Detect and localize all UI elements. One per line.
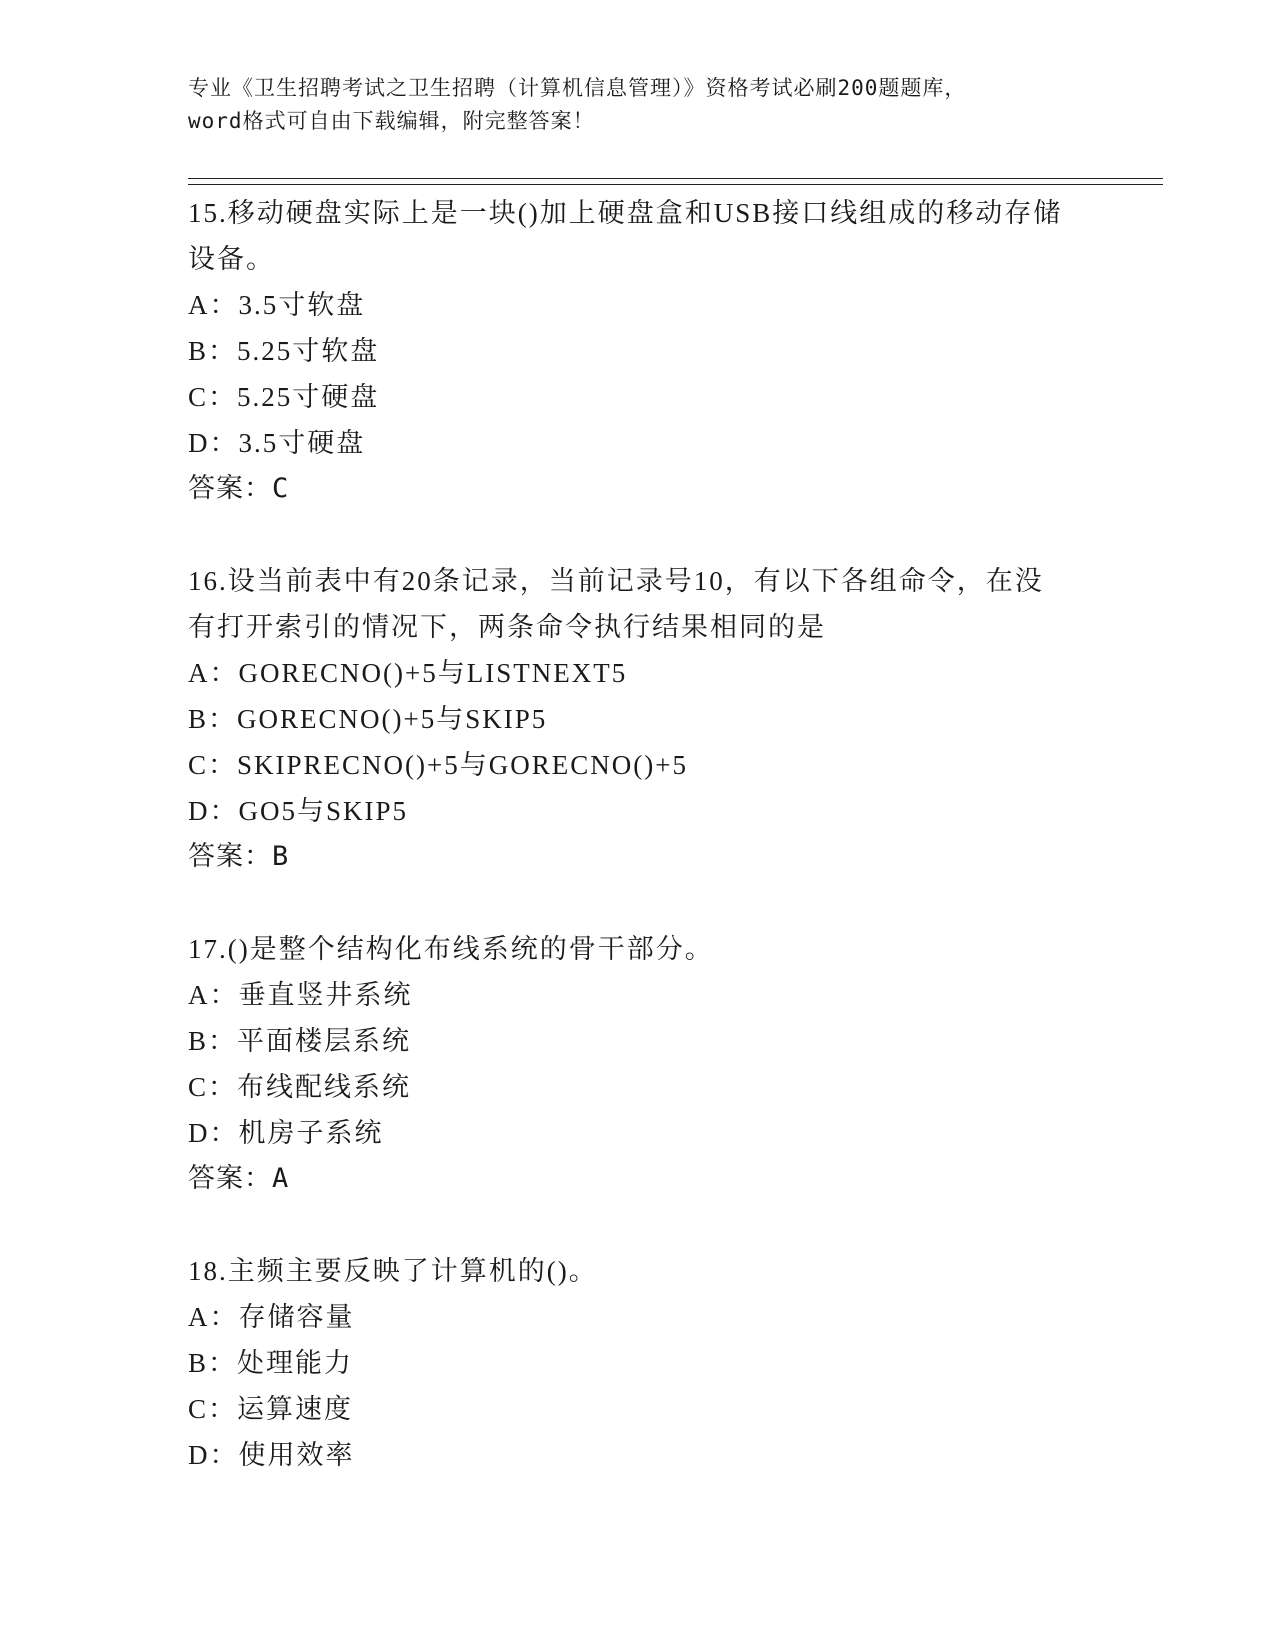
option-key: C： — [188, 1072, 238, 1102]
option-text: 5.25寸硬盘 — [237, 382, 380, 412]
option-key: D： — [188, 1118, 239, 1148]
spacer — [188, 880, 1088, 926]
option-text: 3.5寸软盘 — [238, 290, 366, 320]
option-text: 机房子系统 — [238, 1118, 384, 1148]
option-text: GORECNO()+5与SKIP5 — [237, 704, 548, 734]
option-key: C： — [188, 750, 238, 780]
question-text-continued: 设备。 — [188, 244, 275, 274]
header-line-1: 专业《卫生招聘考试之卫生招聘（计算机信息管理）》资格考试必刷200题题库， — [188, 76, 967, 100]
option-a — [188, 282, 1088, 328]
option-b — [188, 1018, 1088, 1064]
option-text: 使用效率 — [238, 1440, 355, 1470]
question-18 — [188, 1248, 1088, 1478]
option-key: B： — [188, 1026, 238, 1056]
option-key: D： — [188, 428, 239, 458]
option-key: A： — [188, 290, 239, 320]
answer: 答案：B — [188, 841, 290, 872]
option-text: SKIPRECNO()+5与GORECNO()+5 — [237, 750, 688, 780]
option-a — [188, 972, 1088, 1018]
document-header — [188, 72, 1088, 138]
answer: 答案：C — [188, 473, 290, 504]
question-16 — [188, 558, 1088, 880]
spacer — [188, 512, 1088, 558]
option-text: 存储容量 — [238, 1302, 355, 1332]
option-key: B： — [188, 704, 238, 734]
option-c — [188, 1386, 1088, 1432]
option-text: 处理能力 — [237, 1348, 354, 1378]
option-text: 运算速度 — [237, 1394, 354, 1424]
option-d — [188, 788, 1088, 834]
option-d — [188, 1110, 1088, 1156]
option-d — [188, 420, 1088, 466]
option-text: 布线配线系统 — [237, 1072, 412, 1102]
option-b — [188, 328, 1088, 374]
option-key: D： — [188, 1440, 239, 1470]
option-a — [188, 650, 1088, 696]
question-17 — [188, 926, 1088, 1202]
header-divider-top — [188, 178, 1163, 179]
option-key: A： — [188, 658, 239, 688]
question-text: 15.移动硬盘实际上是一块()加上硬盘盒和USB接口线组成的移动存储 — [188, 198, 1063, 228]
option-text: 垂直竖井系统 — [238, 980, 413, 1010]
question-text: 18.主频主要反映了计算机的()。 — [188, 1256, 598, 1286]
header-line-2: word格式可自由下载编辑，附完整答案！ — [188, 109, 595, 133]
option-c — [188, 374, 1088, 420]
option-key: D： — [188, 796, 239, 826]
header-divider-bottom — [188, 184, 1163, 185]
question-15 — [188, 190, 1088, 512]
question-text: 16.设当前表中有20条记录，当前记录号10，有以下各组命令，在没 — [188, 566, 1044, 596]
option-text: GORECNO()+5与LISTNEXT5 — [238, 658, 628, 688]
option-text: GO5与SKIP5 — [238, 796, 409, 826]
option-text: 5.25寸软盘 — [237, 336, 380, 366]
option-d — [188, 1432, 1088, 1478]
option-b — [188, 1340, 1088, 1386]
option-text: 3.5寸硬盘 — [238, 428, 366, 458]
question-text: 17.()是整个结构化布线系统的骨干部分。 — [188, 934, 714, 964]
option-key: C： — [188, 1394, 238, 1424]
option-b — [188, 696, 1088, 742]
option-text: 平面楼层系统 — [237, 1026, 412, 1056]
question-list — [188, 190, 1088, 1478]
answer: 答案：A — [188, 1163, 290, 1194]
option-key: A： — [188, 980, 239, 1010]
option-a — [188, 1294, 1088, 1340]
option-c — [188, 1064, 1088, 1110]
option-key: B： — [188, 1348, 238, 1378]
spacer — [188, 1202, 1088, 1248]
option-key: C： — [188, 382, 238, 412]
option-key: A： — [188, 1302, 239, 1332]
option-key: B： — [188, 336, 238, 366]
question-text-continued: 有打开索引的情况下，两条命令执行结果相同的是 — [188, 612, 826, 642]
option-c — [188, 742, 1088, 788]
